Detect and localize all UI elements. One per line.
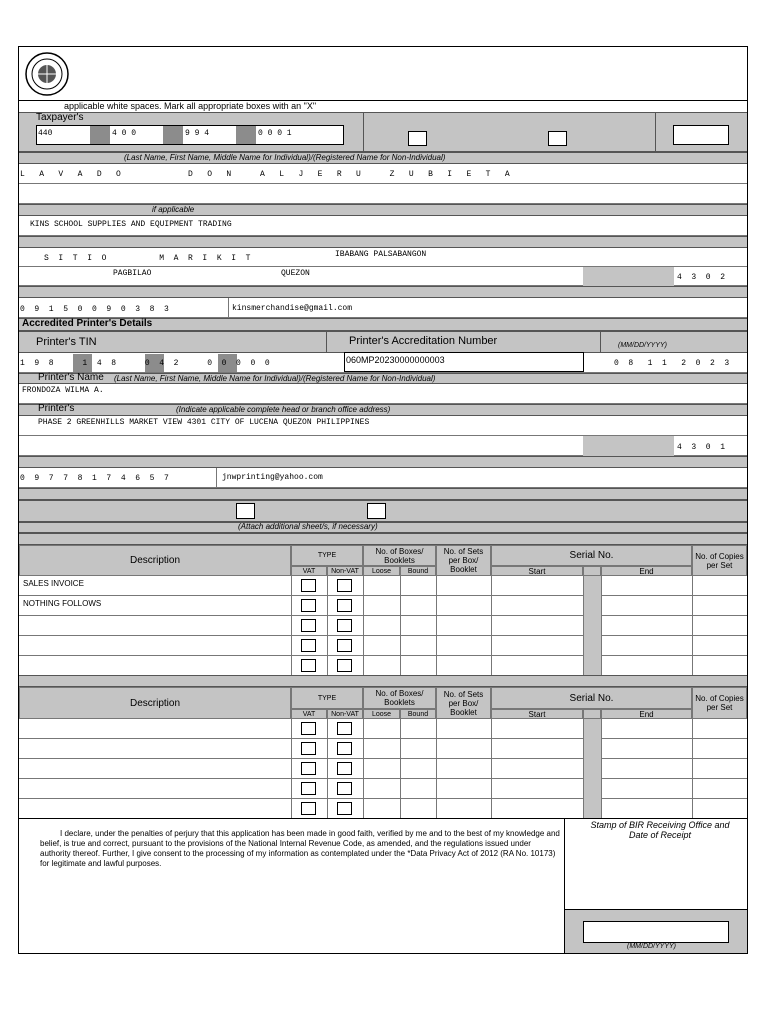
band xyxy=(19,456,747,468)
table-col-line xyxy=(436,779,437,799)
table-col-line xyxy=(601,596,602,616)
band xyxy=(19,488,747,500)
printer-email: jnwprinting@yahoo.com xyxy=(222,473,323,482)
table-row[interactable] xyxy=(19,739,747,759)
table-col-line xyxy=(601,779,602,799)
address-municipality: PAGBILAO xyxy=(113,269,152,278)
serial-gap-cell xyxy=(584,779,601,799)
th-boxes: No. of Boxes/ Booklets xyxy=(363,687,436,709)
table-col-line xyxy=(400,799,401,819)
table-col-line xyxy=(363,576,364,596)
tin-separator xyxy=(236,126,256,144)
vat-checkbox[interactable] xyxy=(301,579,316,592)
declaration-text: I declare, under the penalties of perjury that this application has been made in good faith, verified by me and to the best of my knowledge and belief, is true and correct, pursuant to the provisions of the National Internal Revenue Code, as amended, and the regulations issued under authority thereof. Further, I give consent to the processing of my information as contemplated under the *Data Privacy Act of 2012 (RA No. 10173) for legitimate and lawful purposes. xyxy=(40,829,560,868)
printer-contact: 0 9 7 7 8 1 7 4 6 5 7 xyxy=(20,474,169,483)
printer-tin-label: Printer's TIN xyxy=(36,336,97,348)
vat-checkbox[interactable] xyxy=(301,742,316,755)
taxpayer-email: kinsmerchandise@gmail.com xyxy=(232,304,353,313)
checkbox-a[interactable] xyxy=(408,131,427,146)
table-col-line xyxy=(363,636,364,656)
table-col-line xyxy=(363,719,364,739)
table-col-line xyxy=(400,636,401,656)
gray-cell xyxy=(583,267,674,286)
tin-part-3: 9 9 4 xyxy=(185,129,210,138)
instruction-text: applicable white spaces. Mark all appropriate boxes with an "X" xyxy=(64,101,317,111)
table-col-line xyxy=(327,739,328,759)
th-gap xyxy=(583,709,601,719)
table-col-line xyxy=(291,719,292,739)
vat-checkbox[interactable] xyxy=(301,802,316,815)
table-col-line xyxy=(692,616,693,636)
table-col-line xyxy=(692,759,693,779)
non-vat-checkbox[interactable] xyxy=(337,762,352,775)
table-col-line xyxy=(601,576,602,596)
table-col-line xyxy=(436,616,437,636)
table-col-line xyxy=(400,779,401,799)
table-col-line xyxy=(491,739,492,759)
address-street: S I T I O M A R I K I T xyxy=(44,254,251,263)
th-bound: Bound xyxy=(400,566,436,576)
band xyxy=(19,522,747,533)
table-col-line xyxy=(601,799,602,819)
table-col-line xyxy=(601,656,602,676)
table-col-line xyxy=(692,596,693,616)
table-col-line xyxy=(400,719,401,739)
stamp-date-field[interactable] xyxy=(583,921,729,943)
non-vat-checkbox[interactable] xyxy=(337,619,352,632)
vat-checkbox[interactable] xyxy=(301,762,316,775)
table-col-line xyxy=(601,739,602,759)
vat-checkbox[interactable] xyxy=(301,599,316,612)
table-col-line xyxy=(436,759,437,779)
th-non-vat: Non-VAT xyxy=(327,566,363,576)
table-col-line xyxy=(291,799,292,819)
table-row[interactable] xyxy=(19,636,747,656)
table-row[interactable] xyxy=(19,799,747,819)
serial-gap-cell xyxy=(584,656,601,676)
th-bound: Bound xyxy=(400,709,436,719)
table-col-line xyxy=(327,779,328,799)
th-start: Start xyxy=(491,566,583,576)
printer-date-caption: (MM/DD/YYYY) xyxy=(618,342,667,349)
printer-address-caption: (Indicate applicable complete head or branch office address) xyxy=(176,405,391,414)
table-row[interactable] xyxy=(19,596,747,616)
table-col-line xyxy=(400,616,401,636)
table-col-line xyxy=(692,739,693,759)
bir-seal-icon xyxy=(24,51,70,97)
non-vat-checkbox[interactable] xyxy=(337,599,352,612)
printer-section-title: Accredited Printer's Details xyxy=(22,318,153,329)
serial-gap-cell xyxy=(584,719,601,739)
table-col-line xyxy=(291,779,292,799)
table-col-line xyxy=(291,616,292,636)
non-vat-checkbox[interactable] xyxy=(337,639,352,652)
if-applicable-caption: if applicable xyxy=(152,205,195,214)
table-row[interactable] xyxy=(19,616,747,636)
band xyxy=(19,286,747,298)
checkbox-c[interactable] xyxy=(236,503,255,519)
th-gap xyxy=(583,566,601,576)
table-col-line xyxy=(491,616,492,636)
table-col-line xyxy=(291,759,292,779)
non-vat-checkbox[interactable] xyxy=(337,579,352,592)
table-col-line xyxy=(436,596,437,616)
printer-name: FRONDOZA WILMA A. xyxy=(22,386,104,395)
table-col-line xyxy=(400,739,401,759)
non-vat-checkbox[interactable] xyxy=(337,742,352,755)
table-col-line xyxy=(363,799,364,819)
th-end: End xyxy=(601,709,692,719)
taxpayer-zip: 4 3 0 2 xyxy=(677,273,726,282)
table-col-line xyxy=(491,596,492,616)
table-col-line xyxy=(327,799,328,819)
table-col-line xyxy=(491,759,492,779)
table-col-line xyxy=(363,596,364,616)
non-vat-checkbox[interactable] xyxy=(337,659,352,672)
table-col-line xyxy=(491,779,492,799)
th-start: Start xyxy=(491,709,583,719)
serial-gap-cell xyxy=(584,616,601,636)
gray-cell xyxy=(583,436,674,456)
th-copies: No. of Copies per Set xyxy=(692,545,747,576)
printer-address-label: Printer's xyxy=(38,403,75,414)
th-vat: VAT xyxy=(291,566,327,576)
band-divider xyxy=(363,112,364,152)
th-non-vat: Non-VAT xyxy=(327,709,363,719)
th-serial: Serial No. xyxy=(491,687,692,709)
non-vat-checkbox[interactable] xyxy=(337,802,352,815)
tin-separator xyxy=(90,126,110,144)
table-col-line xyxy=(291,656,292,676)
table-col-line xyxy=(692,656,693,676)
tin-part-1: 440 xyxy=(38,129,53,138)
attach-note: (Attach additional sheet/s, if necessary) xyxy=(238,522,378,531)
table-col-line xyxy=(436,636,437,656)
table-row[interactable] xyxy=(19,779,747,799)
serial-gap-cell xyxy=(584,576,601,596)
printer-name-caption: (Last Name, First Name, Middle Name for Individual)/(Registered Name for Non-Individual) xyxy=(114,374,436,383)
vat-checkbox[interactable] xyxy=(301,619,316,632)
table-col-line xyxy=(491,799,492,819)
table-col-line xyxy=(692,636,693,656)
stamp-label: Stamp of BIR Receiving Office and Date of Receipt xyxy=(590,820,730,840)
name-caption: (Last Name, First Name, Middle Name for Individual)/(Registered Name for Non-Individual) xyxy=(124,153,446,162)
table-col-line xyxy=(327,596,328,616)
table-col-line xyxy=(327,576,328,596)
checkbox-d[interactable] xyxy=(367,503,386,519)
table-col-line xyxy=(601,759,602,779)
non-vat-checkbox[interactable] xyxy=(337,782,352,795)
th-type: TYPE xyxy=(291,545,363,566)
table-col-line xyxy=(291,636,292,656)
vat-checkbox[interactable] xyxy=(301,782,316,795)
table-col-line xyxy=(363,779,364,799)
divider xyxy=(228,298,229,318)
table-col-line xyxy=(436,799,437,819)
table-col-line xyxy=(601,719,602,739)
table-col-line xyxy=(436,656,437,676)
table-col-line xyxy=(400,656,401,676)
accreditation-label: Printer's Accreditation Number xyxy=(349,335,498,347)
tin-part-2: 4 0 0 xyxy=(112,129,137,138)
accreditation-number: 060MP20230000000003 xyxy=(346,355,445,365)
stamp-date-caption: (MM/DD/YYYY) xyxy=(627,943,676,950)
table-row[interactable] xyxy=(19,656,747,676)
table-col-line xyxy=(291,739,292,759)
table-col-line xyxy=(291,596,292,616)
table-col-line xyxy=(436,576,437,596)
address-barangay: IBABANG PALSABANGON xyxy=(335,250,427,259)
table-row[interactable] xyxy=(19,576,747,596)
vat-checkbox[interactable] xyxy=(301,722,316,735)
table-row[interactable] xyxy=(19,719,747,739)
printer-date: 0 8 1 1 2 0 2 3 xyxy=(614,359,730,368)
serial-gap-cell xyxy=(584,596,601,616)
table-col-line xyxy=(327,759,328,779)
table-col-line xyxy=(291,576,292,596)
band xyxy=(19,675,747,687)
th-boxes: No. of Boxes/ Booklets xyxy=(363,545,436,566)
th-description: Description xyxy=(19,687,291,719)
table-col-line xyxy=(692,719,693,739)
tin-part-4: 0 0 0 1 xyxy=(258,129,292,138)
table-col-line xyxy=(327,719,328,739)
row-description: NOTHING FOLLOWS xyxy=(23,599,102,608)
row-description: SALES INVOICE xyxy=(23,579,84,588)
table-col-line xyxy=(692,799,693,819)
th-end: End xyxy=(601,566,692,576)
vat-checkbox[interactable] xyxy=(301,659,316,672)
serial-gap-cell xyxy=(584,799,601,819)
rdo-field[interactable] xyxy=(673,125,729,145)
table-col-line xyxy=(327,616,328,636)
th-sets: No. of Sets per Box/ Booklet xyxy=(436,545,491,576)
table-col-line xyxy=(400,576,401,596)
printer-tin: 1 9 8 1 4 8 0 4 2 0 0 0 0 0 xyxy=(20,359,270,368)
table-row[interactable] xyxy=(19,759,747,779)
th-description: Description xyxy=(19,545,291,576)
tin-separator xyxy=(163,126,183,144)
taxpayer-label: Taxpayer's xyxy=(36,112,84,123)
blank-row xyxy=(19,184,747,204)
band xyxy=(19,533,747,545)
table-col-line xyxy=(436,739,437,759)
table-col-line xyxy=(327,636,328,656)
table-col-line xyxy=(436,719,437,739)
checkbox-b[interactable] xyxy=(548,131,567,146)
taxpayer-contact: 0 9 1 5 0 0 9 0 3 8 3 xyxy=(20,305,169,314)
band xyxy=(19,236,747,248)
trade-name: KINS SCHOOL SUPPLIES AND EQUIPMENT TRADING xyxy=(30,220,232,229)
table-col-line xyxy=(692,779,693,799)
table-col-line xyxy=(491,576,492,596)
th-loose: Loose xyxy=(363,566,400,576)
table-col-line xyxy=(400,759,401,779)
printer-name-label: Printer's Name xyxy=(38,372,104,383)
divider xyxy=(216,468,217,488)
divider xyxy=(326,331,327,353)
printer-address: PHASE 2 GREENHILLS MARKET VIEW 4301 CITY OF LUCENA QUEZON PHILIPPINES xyxy=(38,418,370,427)
table-col-line xyxy=(601,616,602,636)
table-col-line xyxy=(692,576,693,596)
table-col-line xyxy=(601,636,602,656)
th-vat: VAT xyxy=(291,709,327,719)
table-col-line xyxy=(363,739,364,759)
band-divider xyxy=(655,112,656,152)
taxpayer-name: L A V A D O D O N A L J E R U Z U B I E T A xyxy=(20,170,510,179)
serial-gap-cell xyxy=(584,759,601,779)
th-loose: Loose xyxy=(363,709,400,719)
th-serial: Serial No. xyxy=(491,545,692,566)
printer-name-row[interactable] xyxy=(19,384,747,404)
table-col-line xyxy=(400,596,401,616)
table-col-line xyxy=(491,719,492,739)
band xyxy=(19,204,747,216)
table-col-line xyxy=(363,759,364,779)
serial-gap-cell xyxy=(584,739,601,759)
table-col-line xyxy=(327,656,328,676)
th-copies: No. of Copies per Set xyxy=(692,687,747,719)
address-province: QUEZON xyxy=(281,269,310,278)
vat-checkbox[interactable] xyxy=(301,639,316,652)
non-vat-checkbox[interactable] xyxy=(337,722,352,735)
table-col-line xyxy=(491,656,492,676)
table-col-line xyxy=(363,656,364,676)
table-col-line xyxy=(363,616,364,636)
divider xyxy=(600,331,601,353)
divider xyxy=(19,818,747,819)
th-sets: No. of Sets per Box/ Booklet xyxy=(436,687,491,719)
serial-gap-cell xyxy=(584,636,601,656)
printer-zip: 4 3 0 1 xyxy=(677,443,726,452)
th-type: TYPE xyxy=(291,687,363,709)
table-col-line xyxy=(491,636,492,656)
